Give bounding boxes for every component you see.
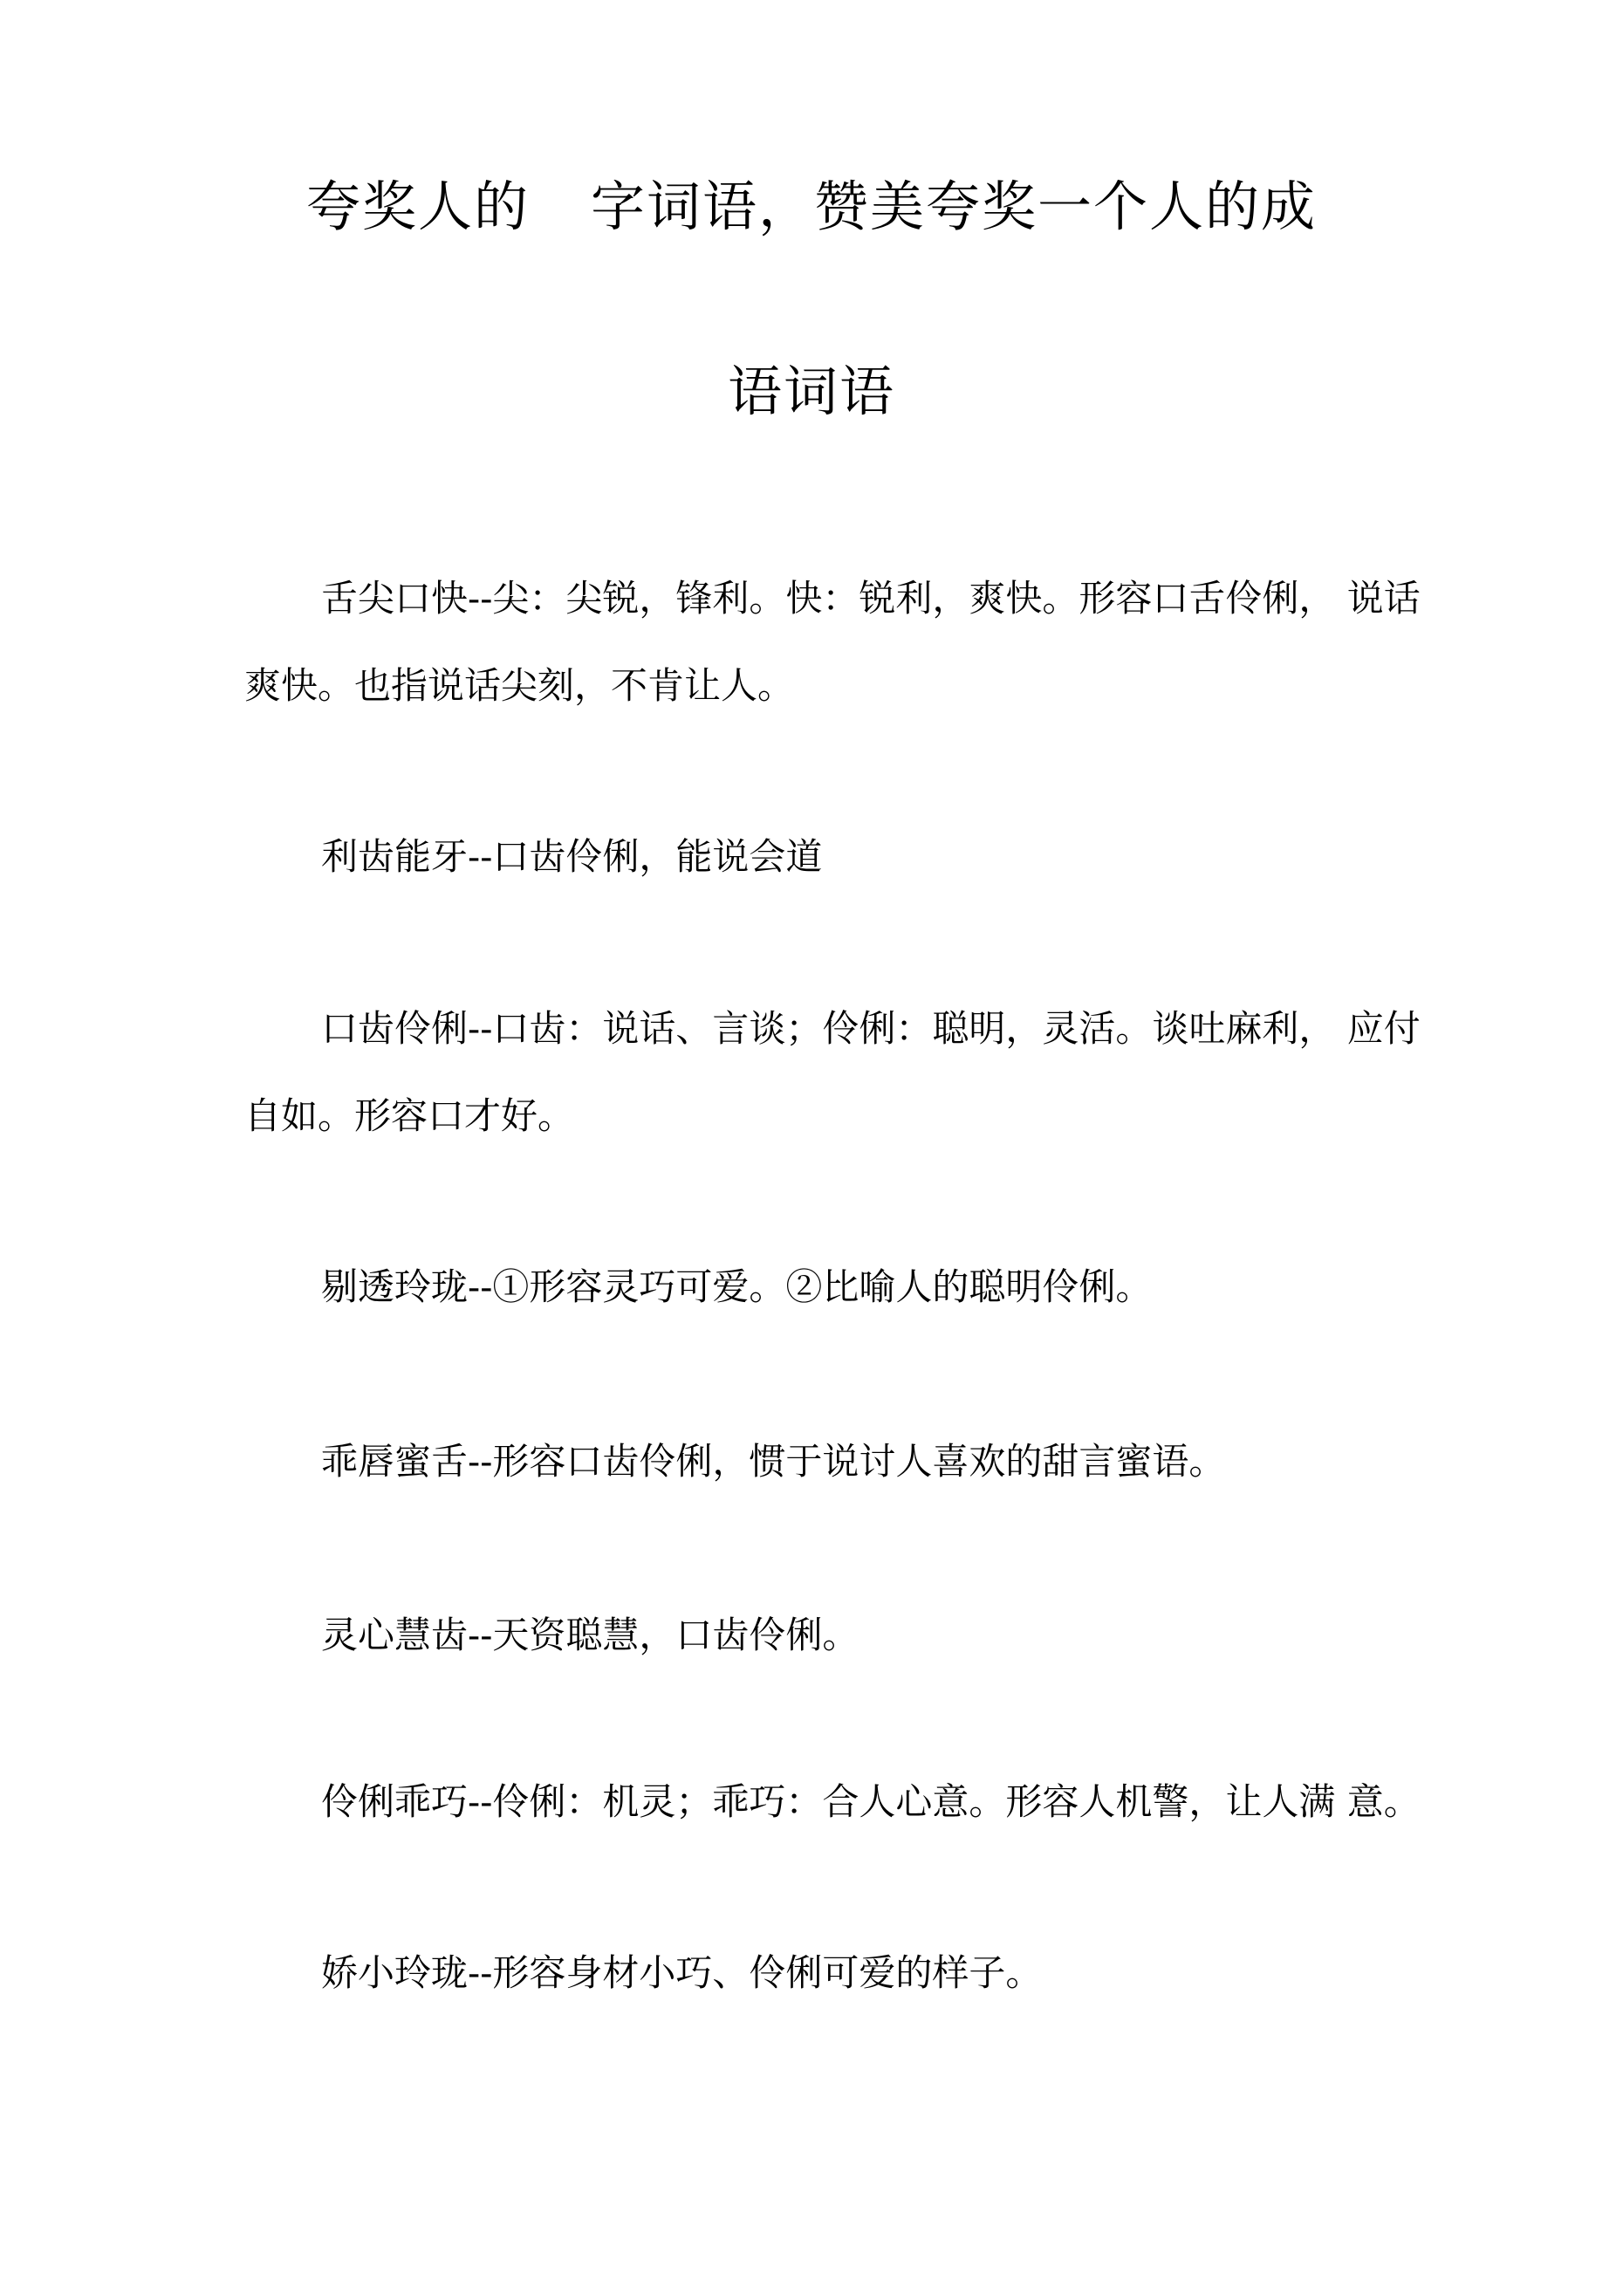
title-line-2: 语词语	[727, 360, 895, 423]
entry-line: 自如。形容口才好。	[244, 1094, 575, 1137]
entry-line: 伶俐乖巧--伶俐：机灵；乖巧：合人心意。形容人机警，让人满 意。	[321, 1780, 1421, 1823]
entry-4	[244, 1244, 1409, 1331]
entry-2	[244, 813, 1409, 901]
entry-line: 灵心慧齿--天资聪慧，口齿伶俐。	[321, 1614, 859, 1656]
entry-line: 剔透玲珑--①形容灵巧可爱。②比喻人的聪明伶俐。	[321, 1265, 1153, 1308]
title-part-1: 夸奖人的	[305, 175, 530, 238]
entry-line: 口齿伶俐--口齿：说话、言谈；伶俐：聪明，灵活。谈吐麻利， 应付	[321, 1007, 1421, 1050]
entry-line: 爽快。也指说话尖刻，不肯让人。	[244, 664, 795, 707]
entry-line: 娇小玲珑--形容身材小巧、伶俐可爱的样子。	[321, 1951, 1043, 1994]
entry-line: 利齿能牙--口齿伶俐，能说会道	[321, 835, 823, 878]
entry-line: 乖唇蜜舌--形容口齿伶俐，惯于说讨人喜欢的甜言蜜语。	[321, 1440, 1226, 1483]
entry-1	[244, 555, 1421, 730]
entry-7	[244, 1758, 1421, 1846]
entry-8	[244, 1929, 1409, 2017]
entry-6	[244, 1592, 1409, 1679]
entry-3	[244, 985, 1421, 1160]
entry-5	[244, 1418, 1409, 1505]
title-part-2: 字词语，赞美夸奖一个人的成	[591, 175, 1318, 238]
title-line-1	[0, 175, 1623, 238]
entry-line: 舌尖口快--尖：尖锐，锋利。快：锐利，爽快。形容口舌伶俐， 说话	[321, 577, 1421, 620]
